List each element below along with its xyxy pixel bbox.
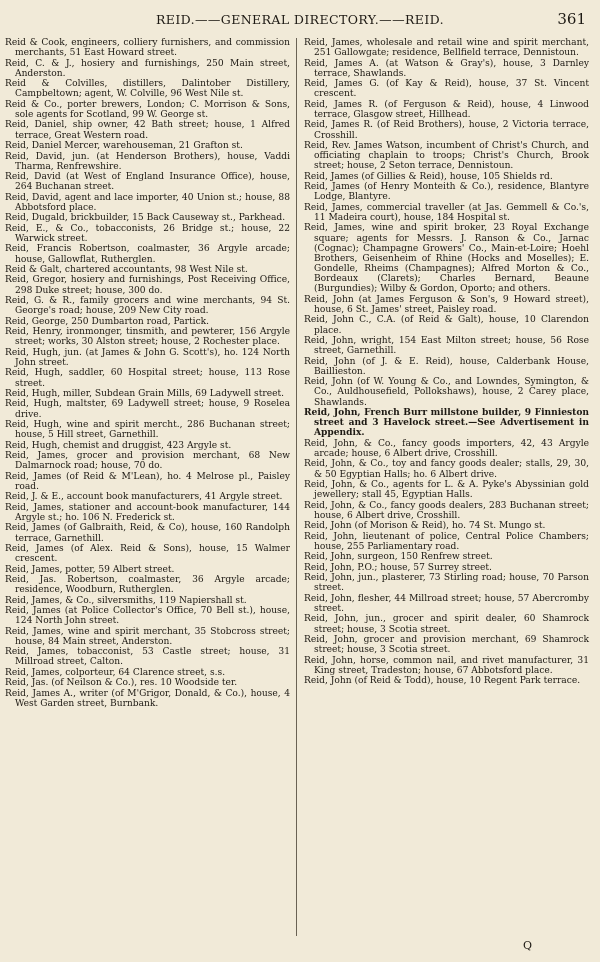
directory-entry: Reid, John, lieutenant of police, Central Police Chambers; house, 255 Parliamentary road.	[304, 531, 589, 552]
directory-entry: Reid, Hugh, maltster, 69 Ladywell street; house, 9 Roselea drive.	[5, 399, 290, 420]
directory-entry: Reid, David, agent and lace importer, 40 Union st.; house, 88 Abbotsford place.	[5, 192, 290, 213]
page-number: 361	[557, 10, 586, 28]
directory-entry: Reid & Colvilles, distillers, Dalintober Distillery, Campbeltown; agent, W. Colville, 96 West Nile st.	[5, 79, 290, 100]
page-header	[0, 10, 600, 30]
directory-entry: Reid, E., & Co., tobacconists, 26 Bridge st.; house, 22 Warwick street.	[5, 223, 290, 244]
directory-entry: Reid & Cook, engineers, colliery furnishers, and commission merchants, 51 East Howard street.	[5, 38, 290, 59]
directory-entry: Reid, David, jun. (at Henderson Brothers), house, Vaddi Tharma, Renfrewshire.	[5, 151, 290, 172]
directory-entry: Reid, John (at James Ferguson & Son's, 9 Howard street), house, 6 St. James' street, Paisley road.	[304, 294, 589, 316]
directory-entry: Reid, James, wine and spirit broker, 23 Royal Exchange square; agents for Messrs. J. Ranson & Co., Jarnac (Cognac); Champagne Growers' Co., Main-et-Loire; Hoehl Brothers, Geisenheim of Rhine (Hocks and Moselles); E. Gondelle, Rheims (Champagnes); Alfred Morton & Co., Bordeaux (Clarets); Charles Bernard, Beaune (Burgundies); Wilby & Gordon, Oporto; and others.	[304, 223, 589, 295]
directory-entry: Reid, James, potter, 59 Albert street.	[5, 564, 175, 575]
directory-entry: Reid, James (of Alex. Reid & Sons), house, 15 Walmer crescent.	[5, 543, 290, 565]
directory-entry: Reid, Jas. Robertson, coalmaster, 36 Argyle arcade; residence, Woodburn, Rutherglen.	[5, 575, 290, 596]
directory-entry: Reid, Dugald, brickbuilder, 15 Back Causeway st., Parkhead.	[5, 213, 286, 224]
directory-entry: Reid, John, grocer and provision merchant, 69 Shamrock street; house, 3 Scotia street.	[304, 635, 589, 656]
directory-entry: Reid, Francis Robertson, coalmaster, 36 Argyle arcade; house, Gallowflat, Rutherglen.	[5, 244, 290, 265]
directory-entry: Reid, John, & Co., toy and fancy goods dealer; stalls, 29, 30, & 50 Egyptian Halls; ho. 6 Albert drive.	[304, 459, 589, 480]
directory-entry: Reid, David (at West of England Insurance Office), house, 264 Buchanan street.	[5, 172, 290, 193]
directory-entry: Reid, Henry, ironmonger, tinsmith, and pewterer, 156 Argyle street; works, 30 Alston street; house, 2 Rochester place.	[5, 327, 290, 348]
directory-entry: Reid, James, wholesale and retail wine and spirit merchant, 251 Gallowgate; residence, Bellfield terrace, Dennistoun.	[304, 38, 589, 59]
directory-entry: Reid, James (at Police Collector's Office, 70 Bell st.), house, 124 North John street.	[5, 606, 290, 627]
signature-mark: Q	[522, 939, 532, 952]
directory-entry: Reid, James, commercial traveller (at Jas. Gemmell & Co.'s, 11 Madeira court), house, 184 Hospital st.	[304, 202, 589, 224]
directory-entry: Reid, Jas. (of Neilson & Co.), res. 10 Woodside ter.	[5, 678, 238, 689]
directory-entry: Reid, John, French Burr millstone builder, 9 Finnieston street and 3 Havelock street.—See Advertisement in Appendix.	[304, 407, 589, 439]
directory-entry: Reid, James, wine and spirit merchant, 35 Stobcross street; house, 84 Main street, Anderston.	[5, 626, 290, 647]
directory-entry: Reid, James (of Galbraith, Reid, & Co), house, 160 Randolph terrace, Garnethill.	[5, 523, 290, 544]
directory-entry: Reid, John, surgeon, 150 Renfrew street.	[304, 552, 493, 563]
directory-entry: Reid & Galt, chartered accountants, 98 West Nile st.	[5, 265, 248, 275]
right-column	[304, 38, 589, 687]
directory-entry: Reid, John, flesher, 44 Millroad street; house, 57 Abercromby street.	[304, 593, 589, 615]
directory-entry: Reid, James (of Gillies & Reid), house, 105 Shields rd.	[304, 171, 553, 182]
directory-entry: Reid, James R. (of Ferguson & Reid), house, 4 Linwood terrace, Glasgow street, Hillhead.	[304, 99, 589, 120]
directory-entry: Reid, James G. (of Kay & Reid), house, 37 St. Vincent crescent.	[304, 79, 589, 100]
directory-entry: Reid, James R. (of Reid Brothers), house, 2 Victoria terrace, Crosshill.	[304, 120, 589, 141]
directory-entry: Reid, Gregor, hosiery and furnishings, Post Receiving Office, 298 Duke street; house, 300 do.	[5, 275, 290, 296]
directory-entry: Reid, John (of Reid & Todd), house, 10 Regent Park terrace.	[304, 676, 581, 687]
directory-entry: Reid, G. & R., family grocers and wine merchants, 94 St. George's road; house, 209 New City road.	[5, 296, 290, 317]
directory-entry: Reid, James, colporteur, 64 Clarence street, s.s.	[5, 667, 226, 678]
directory-entry: Reid, Rev. James Watson, incumbent of Christ's Church, and officiating chaplain to troops; Christ's Church, Brook street; house, 2 Seton terrace, Dennistoun.	[304, 141, 589, 172]
directory-entry: Reid, John (of W. Young & Co., and Lowndes, Symington, & Co., Auldhousefield, Pollokshaws), house, 2 Carey place, Shawlands.	[304, 377, 589, 408]
directory-entry: Reid, James, & Co., silversmiths, 119 Napiershall st.	[5, 595, 247, 606]
directory-entry: Reid, John, & Co., agents for L. & A. Pyke's Abyssinian gold jewellery; stall 45, Egyptian Halls.	[304, 480, 589, 501]
left-column	[5, 38, 290, 709]
directory-entry: Reid, John (of J. & E. Reid), house, Calderbank House, Baillieston.	[304, 356, 589, 377]
directory-entry: Reid, John, horse, common nail, and rivet manufacturer, 31 King street, Tradeston; house, 67 Abbotsford place.	[304, 655, 589, 676]
directory-entry: Reid, John (of Morison & Reid), ho. 74 St. Mungo st.	[304, 521, 546, 532]
directory-entry: Reid, J. & E., account book manufacturers, 41 Argyle street.	[5, 492, 283, 503]
directory-entry: Reid, James, stationer and account-book manufacturer, 144 Argyle st.; ho. 106 N. Frederick st.	[5, 502, 290, 523]
directory-entry: Reid, John, & Co., fancy goods importers, 42, 43 Argyle arcade; house, 6 Albert drive, Crosshill.	[304, 438, 589, 459]
directory-entry: Reid, John, P.O.; house, 57 Surrey street.	[304, 562, 492, 573]
directory-entry: Reid, James (of Henry Monteith & Co.), residence, Blantyre Lodge, Blantyre.	[304, 182, 589, 203]
directory-entry: Reid, Hugh, saddler, 60 Hospital street; house, 113 Rose street.	[5, 368, 290, 389]
directory-entry: Reid, Hugh, jun. (at James & John G. Scott's), ho. 124 North John street.	[5, 347, 290, 368]
directory-entry: Reid, James A. (at Watson & Gray's), house, 3 Darnley terrace, Shawlands.	[304, 58, 589, 79]
directory-entry: Reid, John, & Co., fancy goods dealers, 283 Buchanan street; house, 6 Albert drive, Crosshill.	[304, 500, 589, 521]
directory-entry: Reid, C. & J., hosiery and furnishings, 250 Main street, Anderston.	[5, 58, 290, 79]
directory-entry: Reid, Hugh, miller, Subdean Grain Mills, 69 Ladywell street.	[5, 388, 285, 399]
directory-entry: Reid, Daniel Mercer, warehouseman, 21 Grafton st.	[5, 141, 243, 152]
directory-entry: Reid, James, grocer and provision merchant, 68 New Dalmarnock road; house, 70 do.	[5, 451, 290, 472]
directory-entry: Reid, Hugh, wine and spirit mercht., 286 Buchanan street; house, 5 Hill street, Garnethill.	[5, 420, 290, 441]
directory-entry: Reid, James (of Reid & M'Lean), ho. 4 Melrose pl., Paisley road.	[5, 471, 290, 492]
directory-entry: Reid & Co., porter brewers, London; C. Morrison & Sons, sole agents for Scotland, 99 W. George st.	[5, 99, 290, 120]
directory-entry: Reid, John, jun., grocer and spirit dealer, 60 Shamrock street; house, 3 Scotia street.	[304, 614, 589, 635]
directory-entry: Reid, James, tobacconist, 53 Castle street; house, 31 Millroad street, Calton.	[5, 647, 290, 668]
running-head: REID.——GENERAL DIRECTORY.——REID.	[155, 12, 445, 27]
directory-entry: Reid, Daniel, ship owner, 42 Bath street; house, 1 Alfred terrace, Great Western road.	[5, 120, 290, 141]
directory-entry: Reid, George, 250 Dumbarton road, Partick.	[5, 316, 210, 327]
directory-entry: Reid, John, wright, 154 East Milton street; house, 56 Rose street, Garnethill.	[304, 336, 589, 357]
directory-entry: Reid, James A., writer (of M'Grigor, Donald, & Co.), house, 4 West Garden street, Burnbank.	[5, 688, 290, 709]
directory-entry: Reid, John, jun., plasterer, 73 Stirling road; house, 70 Parson street.	[304, 573, 589, 594]
column-divider	[296, 38, 297, 936]
directory-entry: Reid, John C., C.A. (of Reid & Galt), house, 10 Clarendon place.	[304, 315, 589, 336]
directory-entry: Reid, Hugh, chemist and druggist, 423 Argyle st.	[5, 440, 232, 451]
